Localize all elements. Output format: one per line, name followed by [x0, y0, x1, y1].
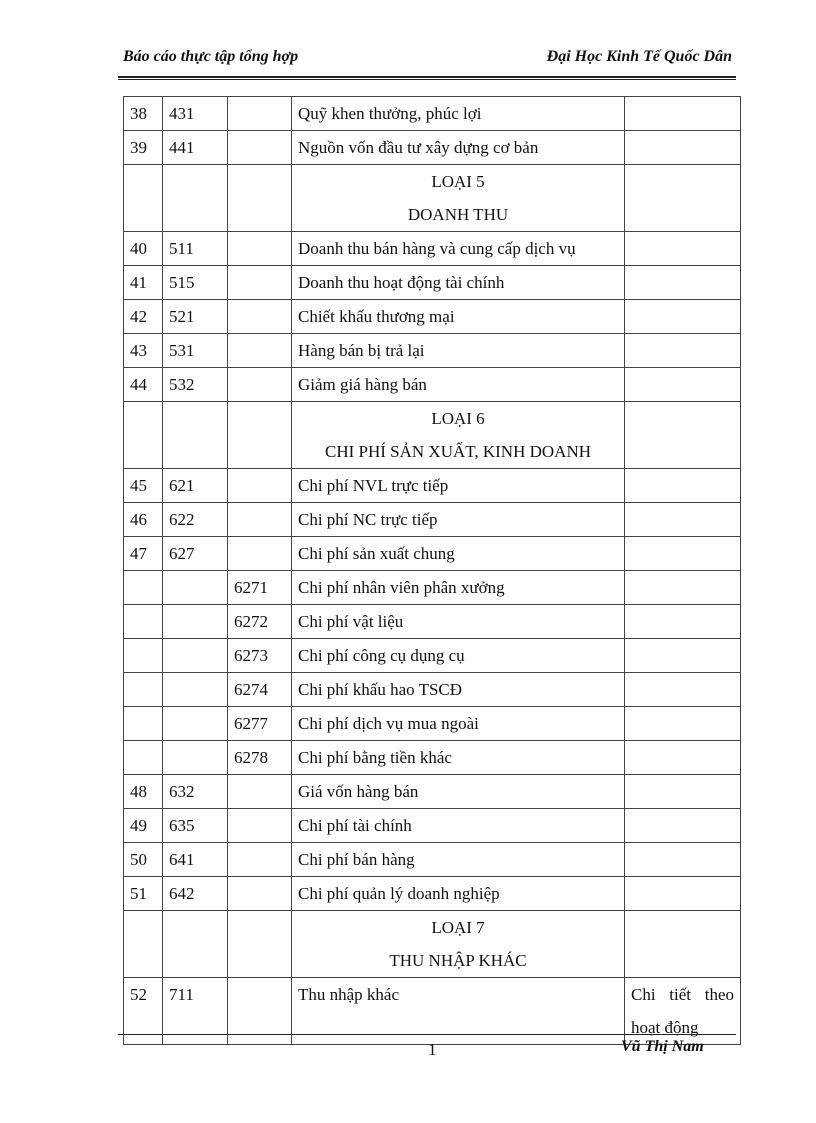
stt-cell — [124, 639, 163, 673]
stt-cell: 48 — [124, 775, 163, 809]
note-cell — [625, 300, 741, 334]
note-cell — [625, 877, 741, 911]
note-cell — [625, 334, 741, 368]
section-row — [124, 911, 741, 978]
account-code-cell: 642 — [163, 877, 228, 911]
table-row — [124, 368, 741, 402]
note-cell — [625, 707, 741, 741]
account-name-cell: Chi phí công cụ dụng cụ — [292, 639, 625, 673]
account-code-cell: 532 — [163, 368, 228, 402]
note-cell — [625, 97, 741, 131]
account-name-cell: Chi phí NC trực tiếp — [292, 503, 625, 537]
subaccount-code-cell — [228, 469, 292, 503]
stt-cell: 42 — [124, 300, 163, 334]
stt-cell: 51 — [124, 877, 163, 911]
table-row — [124, 571, 741, 605]
subaccount-code-cell — [228, 165, 292, 232]
account-code-cell — [163, 571, 228, 605]
table-row — [124, 232, 741, 266]
account-code-cell — [163, 707, 228, 741]
stt-cell: 49 — [124, 809, 163, 843]
account-code-cell: 511 — [163, 232, 228, 266]
account-code-cell: 431 — [163, 97, 228, 131]
stt-cell: 47 — [124, 537, 163, 571]
account-name-cell: Doanh thu bán hàng và cung cấp dịch vụ — [292, 232, 625, 266]
subaccount-code-cell — [228, 843, 292, 877]
table-row — [124, 877, 741, 911]
account-code-cell: 627 — [163, 537, 228, 571]
subaccount-code-cell: 6271 — [228, 571, 292, 605]
table-row — [124, 266, 741, 300]
table-row — [124, 843, 741, 877]
stt-cell: 41 — [124, 266, 163, 300]
subaccount-code-cell — [228, 334, 292, 368]
account-code-cell — [163, 911, 228, 978]
note-cell — [625, 605, 741, 639]
note-cell — [625, 165, 741, 232]
note-cell — [625, 843, 741, 877]
note-cell — [625, 911, 741, 978]
subaccount-code-cell — [228, 402, 292, 469]
subaccount-code-cell — [228, 537, 292, 571]
stt-cell — [124, 605, 163, 639]
subaccount-code-cell — [228, 232, 292, 266]
footer-divider — [118, 1034, 736, 1035]
stt-cell: 50 — [124, 843, 163, 877]
note-cell — [625, 266, 741, 300]
account-code-cell: 441 — [163, 131, 228, 165]
subaccount-code-cell — [228, 809, 292, 843]
note-cell — [625, 368, 741, 402]
note-line: hoạt động — [631, 1018, 699, 1037]
account-code-cell: 711 — [163, 978, 228, 1045]
table-row — [124, 97, 741, 131]
stt-cell — [124, 707, 163, 741]
account-name-cell: Quỹ khen thưởng, phúc lợi — [292, 97, 625, 131]
stt-cell: 46 — [124, 503, 163, 537]
section-title-cell — [292, 911, 625, 978]
account-name-cell: Chi phí quản lý doanh nghiệp — [292, 877, 625, 911]
stt-cell — [124, 571, 163, 605]
section-row — [124, 402, 741, 469]
stt-cell: 38 — [124, 97, 163, 131]
footer-author: Vũ Thị Nam — [621, 1038, 704, 1055]
section-class-label: LOẠI 7 — [431, 918, 485, 937]
account-code-cell: 621 — [163, 469, 228, 503]
stt-cell: 43 — [124, 334, 163, 368]
account-code-cell: 515 — [163, 266, 228, 300]
subaccount-code-cell: 6274 — [228, 673, 292, 707]
note-cell — [625, 775, 741, 809]
account-name-cell: Giảm giá hàng bán — [292, 368, 625, 402]
table-row — [124, 775, 741, 809]
stt-cell — [124, 741, 163, 775]
note-cell — [625, 503, 741, 537]
table-row — [124, 503, 741, 537]
stt-cell — [124, 911, 163, 978]
table-row — [124, 537, 741, 571]
section-title-cell — [292, 165, 625, 232]
table-row — [124, 741, 741, 775]
page-number: 1 — [428, 1040, 437, 1059]
stt-cell — [124, 165, 163, 232]
account-code-cell: 641 — [163, 843, 228, 877]
section-class-name: THU NHẬP KHÁC — [389, 951, 527, 970]
subaccount-code-cell — [228, 911, 292, 978]
note-cell — [625, 469, 741, 503]
section-class-label: LOẠI 5 — [431, 172, 485, 191]
account-code-cell: 531 — [163, 334, 228, 368]
account-name-cell: Chi phí khấu hao TSCĐ — [292, 673, 625, 707]
header-divider — [118, 76, 736, 80]
note-cell — [625, 741, 741, 775]
stt-cell: 52 — [124, 978, 163, 1045]
account-name-cell: Chiết khấu thương mại — [292, 300, 625, 334]
account-name-cell: Chi phí dịch vụ mua ngoài — [292, 707, 625, 741]
account-code-cell: 622 — [163, 503, 228, 537]
subaccount-code-cell: 6272 — [228, 605, 292, 639]
subaccount-code-cell — [228, 300, 292, 334]
accounts-table — [123, 96, 741, 1045]
section-class-name: CHI PHÍ SẢN XUẤT, KINH DOANH — [324, 442, 591, 461]
header-university-name: Đại Học Kinh Tế Quốc Dân — [546, 48, 732, 65]
header-report-title: Báo cáo thực tập tổng hợp — [123, 48, 299, 65]
account-name-cell: Doanh thu hoạt động tài chính — [292, 266, 625, 300]
account-code-cell — [163, 402, 228, 469]
stt-cell: 45 — [124, 469, 163, 503]
account-name-cell: Giá vốn hàng bán — [292, 775, 625, 809]
table-row — [124, 469, 741, 503]
subaccount-code-cell — [228, 97, 292, 131]
account-code-cell — [163, 605, 228, 639]
account-code-cell — [163, 165, 228, 232]
subaccount-code-cell — [228, 503, 292, 537]
note-cell — [625, 571, 741, 605]
account-name-cell: Chi phí tài chính — [292, 809, 625, 843]
subaccount-code-cell — [228, 368, 292, 402]
table-row — [124, 639, 741, 673]
note-cell — [625, 809, 741, 843]
table-row — [124, 605, 741, 639]
section-title-cell — [292, 402, 625, 469]
account-name-cell: Chi phí NVL trực tiếp — [292, 469, 625, 503]
subaccount-code-cell: 6277 — [228, 707, 292, 741]
note-cell — [625, 673, 741, 707]
table-row — [124, 131, 741, 165]
account-code-cell: 521 — [163, 300, 228, 334]
table-row — [124, 334, 741, 368]
note-cell — [625, 131, 741, 165]
subaccount-code-cell — [228, 266, 292, 300]
stt-cell: 39 — [124, 131, 163, 165]
note-cell — [625, 402, 741, 469]
account-name-cell: Thu nhập khác — [292, 978, 625, 1045]
note-cell — [625, 537, 741, 571]
table-row — [124, 300, 741, 334]
account-code-cell: 635 — [163, 809, 228, 843]
account-code-cell: 632 — [163, 775, 228, 809]
section-class-label: LOẠI 6 — [431, 409, 485, 428]
account-code-cell — [163, 673, 228, 707]
section-class-name: DOANH THU — [407, 205, 509, 224]
subaccount-code-cell: 6278 — [228, 741, 292, 775]
account-name-cell: Chi phí bằng tiền khác — [292, 741, 625, 775]
subaccount-code-cell — [228, 775, 292, 809]
account-name-cell: Chi phí bán hàng — [292, 843, 625, 877]
account-name-cell: Chi phí sản xuất chung — [292, 537, 625, 571]
account-name-cell: Nguồn vốn đầu tư xây dựng cơ bản — [292, 131, 625, 165]
accounts-table-body — [124, 97, 741, 1045]
account-code-cell — [163, 741, 228, 775]
table-row — [124, 707, 741, 741]
account-name-cell: Chi phí nhân viên phân xưởng — [292, 571, 625, 605]
note-cell — [625, 639, 741, 673]
note-cell — [625, 232, 741, 266]
subaccount-code-cell: 6273 — [228, 639, 292, 673]
account-code-cell — [163, 639, 228, 673]
note-line: Chi tiết theo — [631, 985, 734, 1004]
stt-cell: 40 — [124, 232, 163, 266]
table-row — [124, 809, 741, 843]
stt-cell — [124, 673, 163, 707]
account-name-cell: Chi phí vật liệu — [292, 605, 625, 639]
subaccount-code-cell — [228, 131, 292, 165]
account-name-cell: Hàng bán bị trả lại — [292, 334, 625, 368]
stt-cell: 44 — [124, 368, 163, 402]
stt-cell — [124, 402, 163, 469]
subaccount-code-cell — [228, 877, 292, 911]
table-row — [124, 673, 741, 707]
section-row — [124, 165, 741, 232]
